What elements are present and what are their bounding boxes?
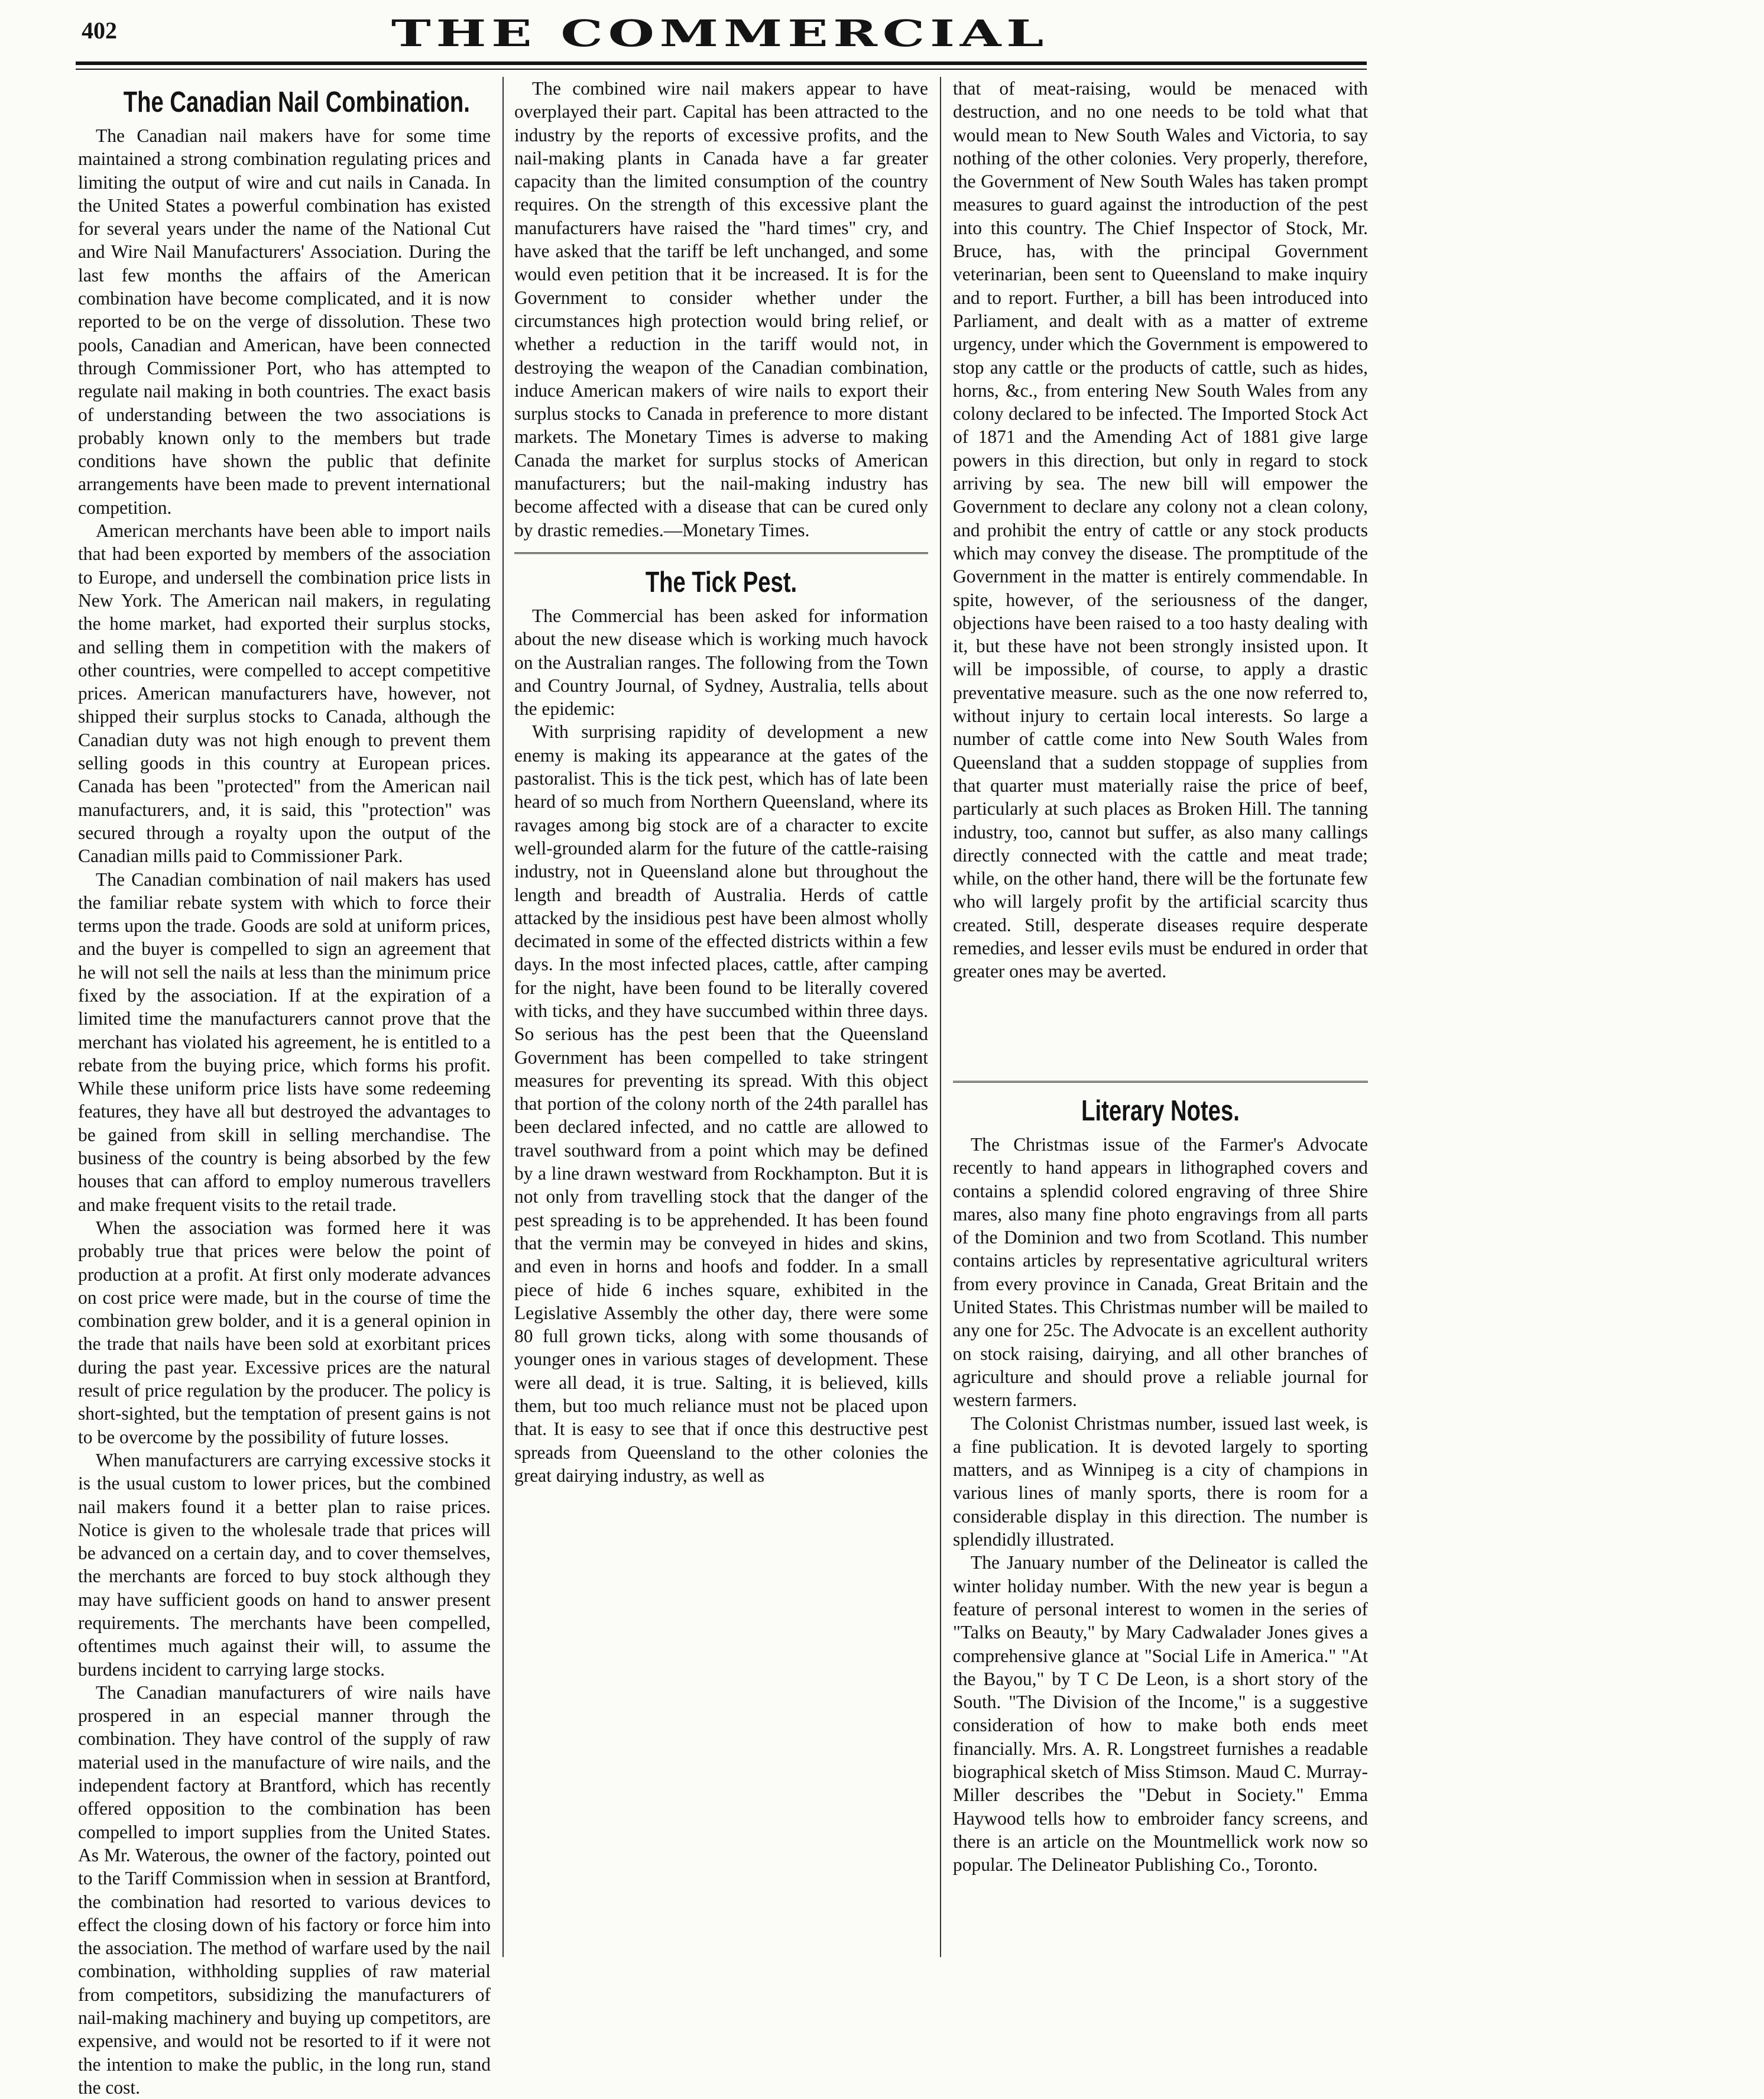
column-2 xyxy=(514,77,928,1945)
column-3 xyxy=(953,77,1368,1945)
article-title-nail: The Canadian Nail Combination. xyxy=(123,86,470,118)
article-paragraph-continued: that of meat-raising, would be menaced with destruction, and no one needs to be told what that would mean to New South Wales and Victoria, to say nothing of the other colonies. Very properly, therefore, the Government of New South Wales has taken prompt measures to guard against the introduction of the pest into this country. The Chief Inspector of Stock, Mr. Bruce, has, with the principal Government veterinarian, been sent to Queensland to make inquiry and to report. Further, a bill has been introduced into Parliament, and dealt with as a matter of extreme urgency, under which the Government is empowered to stop any cattle or the products of cattle, such as hides, horns, &c., from entering New South Wales from any colony declared to be infected. The Imported Stock Act of 1871 and the Amending Act of 1881 give large powers in this direction, but only in regard to stock arriving by sea. The new bill will empower the Government to declare any colony not a clean colony, and prohibit the entry of cattle or any stock products which may convey the disease. The promptitude of the Government in the matter is entirely commendable. In spite, however, of the seriousness of the danger, objections have been raised to a too hasty dealing with it, but these have not been strongly insisted upon. It will be impossible, of course, to apply a drastic preventative measure. such as the one now referred to, without injury to certain local interests. So large a number of cattle come into New South Wales from Queensland that a sudden stoppage of supplies from that quarter must materially raise the price of beef, particularly at such places as Broken Hill. The tanning industry, too, cannot but suffer, as also many callings directly connected with the cattle and meat trade; while, on the other hand, there will be the fortunate few who will largely profit by the artificial scarcity thus created. Still, desperate diseases require desperate remedies, and lesser evils must be endured in order that greater ones may be averted. xyxy=(953,78,1368,982)
article-paragraph: The Commercial has been asked for information about the new disease which is working much havock on the Australian ranges. The following from the Town and Country Journal, of Sydney, Australia, tells about the epidemic: xyxy=(514,605,928,720)
article-paragraph: When the association was formed here it was probably true that prices were below the point of production at a profit. At first only moderate advances on cost price were made, but in the course of time the combination grew bolder, and it is a general opinion in the trade that nails have been sold at exorbitant prices during the past year. Excessive prices are the natural result of price regulation by the producer. The policy is short-sighted, but the temptation of present gains is not to be overcome by the possibility of future losses. xyxy=(78,1217,491,1447)
column-divider xyxy=(502,77,504,1957)
page-number: 402 xyxy=(82,17,117,44)
article-paragraph: When manufacturers are carrying excessive stocks it is the usual custom to lower prices, but the combined nail makers found it a better plan to raise prices. Notice is given to the wholesale trade that prices will be advanced on a certain day, and to cover themselves, the merchants are forced to buy stock although they may have sufficient goods on hand to answer present requirements. The merchants have been compelled, oftentimes much against their will, to assume the burdens incident to carrying large stocks. xyxy=(78,1449,491,1680)
masthead: THE COMMERCIAL xyxy=(391,12,1049,55)
column-1 xyxy=(78,77,491,2098)
header-rule-thin xyxy=(76,69,1367,70)
header-rule xyxy=(76,61,1367,65)
article-paragraph: American merchants have been able to import nails that had been exported by members of the association to Europe, and undersell the combination price lists in New York. The American nail makers, in regulating the home market, had exported their surplus stocks, and selling them in competition with the makers of other countries, were compelled to accept competitive prices. American manufacturers have, however, not shipped their surplus stocks to Canada, although the Canadian duty was not high enough to prevent them selling goods in this country at European prices. Canada has been "protected" from the American nail manufacturers, and, it is said, this "protection" was secured through a royalty upon the output of the Canadian mills paid to Commissioner Park. xyxy=(78,520,491,867)
tick-continued xyxy=(953,77,1368,1070)
article-paragraph: The Christmas issue of the Farmer's Advocate recently to hand appears in lithographed covers and contains a splendid colored engraving of three Shire mares, also many fine photo engravings from all parts of the Dominion and two from Scotland. This number contains articles by representative agricultural writers from every province in Canada, Great Britain and the United States. This Christmas number will be mailed to any one for 25c. The Advocate is an excellent authority on stock raising, dairying, and all other branches of agriculture and should prove a reliable journal for western farmers. xyxy=(953,1134,1368,1411)
article-paragraph: The Canadian manufacturers of wire nails have prospered in an especial manner through the combination. They have control of the supply of raw material used in the manufacture of wire nails, and the independent factory at Brantford, which has recently offered opposition to the combination has been compelled to import supplies from the United States. As Mr. Waterous, the owner of the factory, pointed out to the Tariff Commission when in session at Brantford, the combination had resorted to various devices to effect the closing down of his factory or force him into the association. The method of warfare used by the nail combination, withholding supplies of raw material from competitors, subsidizing the manufacturers of nail-making machinery and buying up competitors, are expensive, and would not be resorted to if it were not the intention to make the public, in the long run, stand the cost. xyxy=(78,1682,491,2098)
article-title-tick: The Tick Pest. xyxy=(645,566,797,598)
article-separator xyxy=(953,1081,1368,1086)
article-paragraph: The Colonist Christmas number, issued last week, is a fine publication. It is devoted largely to sporting matters, and as Winnipeg is a city of champions in various lines of manly sports, there is room for a considerable display in this direction. The number is splendidly illustrated. xyxy=(953,1413,1368,1550)
article-paragraph: The Canadian combination of nail makers has used the familiar rebate system with which to force their terms upon the trade. Goods are sold at uniform prices, and the buyer is compelled to sign an agreement that he will not sell the nails at less than the minimum price fixed by the association. If at the expiration of a limited time the manufacturers cannot prove that the merchant has violated his agreement, he is entitled to a rebate from the buying price, which forms his profit. While these uniform price lists have some redeeming features, they have all but destroyed the advantages to be gained from skill in selling merchandise. The business of the country is being absorbed by the few houses that can afford to employ numerous travellers and make frequent visits to the retail trade. xyxy=(78,869,491,1215)
article-paragraph: The combined wire nail makers appear to have overplayed their part. Capital has been attracted to the industry by the reports of excessive profits, and the nail-making plants in Canada have a far greater capacity than the limited consumption of the country requires. On the strength of this excessive plant the manufacturers have raised the "hard times" cry, and have asked that the tariff be left unchanged, and some would even petition that it be increased. It is for the Government to consider whether under the circumstances high protection would bring relief, or whether a reduction in the tariff would not, in destroying the weapon of the Canadian combination, induce American makers of wire nails to export their surplus stocks to Canada in preference to more distant markets. The Monetary Times is adverse to making Canada the market for surplus stocks of American manufacturers; but the nail-making industry has become affected with a disease that can be cured only by drastic remedies.—Monetary Times. xyxy=(514,78,928,540)
column-divider xyxy=(940,77,941,1957)
article-paragraph: The January number of the Delineator is called the winter holiday number. With the new year is begun a feature of personal interest to women in the series of "Talks on Beauty," by Mary Cadwalader Jones gives a comprehensive glance at "Social Life in America." "At the Bayou," by T C De Leon, is a short story of the South. "The Division of the Income," is a suggestive consideration of how to make both ends meet financially. Mrs. A. R. Longstreet furnishes a readable biographical sketch of Miss Stimson. Maud C. Murray-Miller describes the "Debut in Society." Emma Haywood tells how to embroider fancy screens, and there is an article on the Mountmellick work now so popular. The Delineator Publishing Co., Toronto. xyxy=(953,1552,1368,1876)
article-paragraph: With surprising rapidity of development a new enemy is making its appearance at the gates of the pastoralist. This is the tick pest, which has of late been heard of so much from Northern Queensland, where its ravages among big stock are of a character to excite well-grounded alarm for the future of the cattle-raising industry, not in Queensland alone but throughout the length and breadth of Australia. Herds of cattle attacked by the insidious pest have been almost wholly decimated in some of the effected districts within a few days. In the most infected places, cattle, after camping for the night, have been found to be literally covered with ticks, and they have succumbed within three days. So serious has the pest been that the Queensland Government has been compelled to take stringent measures for preventing its spread. With this object that portion of the colony north of the 24th parallel has been declared infected, and no cattle are allowed to travel southward from a point which may be defined by a line drawn westward from Rockhampton. But it is not only from travelling stock that the danger of the pest spreading is to be apprehended. It has been found that the vermin may be conveyed in hides and skins, and even in horns and hoofs and fodder. In a small piece of hide 6 inches square, exhibited in the Legislative Assembly the other day, there were some 80 full grown ticks, along with some thousands of younger ones in various stages of development. These were all dead, it is true. Salting, it is believed, kills them, but too much reliance must not be placed upon that. It is easy to see that if once this destructive pest spreads from Queensland to the other colonies the great dairying industry, as well as xyxy=(514,721,928,1486)
article-title-literary: Literary Notes. xyxy=(1081,1095,1240,1127)
article-paragraph: The Canadian nail makers have for some time maintained a strong combination regulating prices and limiting the output of wire and cut nails in Canada. In the United States a powerful combination has existed for several years under the name of the National Cut and Wire Nail Manufacturers' Association. During the last few months the affairs of the American combination have become complicated, and it is now reported to be on the verge of dissolution. These two pools, Canadian and American, have been connected through Commissioner Port, who has attempted to regulate nail making in both countries. The exact basis of understanding between the two associations is probably known only to the members but trade conditions have shown the public that definite arrangements have been made to prevent international competition. xyxy=(78,125,491,518)
article-separator xyxy=(514,552,928,557)
